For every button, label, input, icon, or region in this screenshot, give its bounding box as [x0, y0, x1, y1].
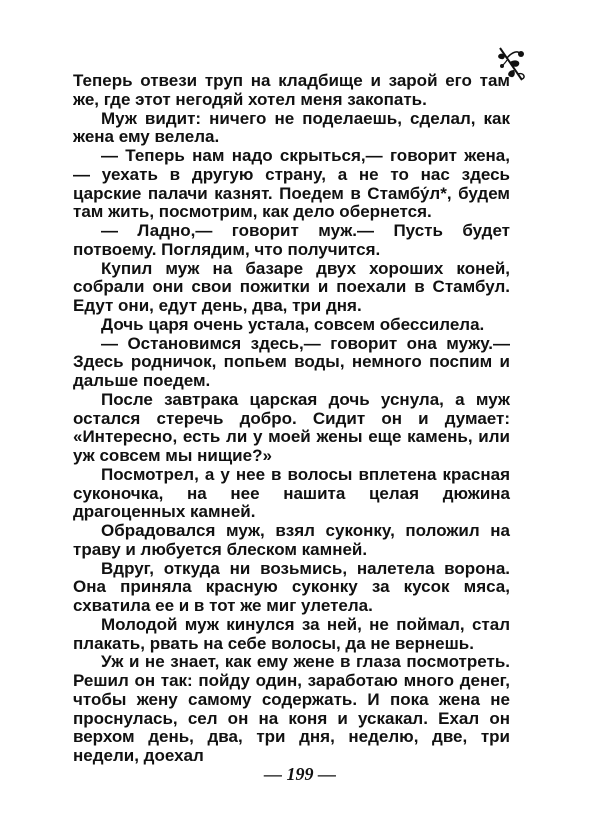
paragraph: — Теперь нам надо скрыться,— говорит жена,— уехать в другую страну, а не то нас здесь царские палачи казнят. Поедем в Стамбу́л*, будем там жить, посмотрим, как дело обернется.	[73, 146, 510, 222]
paragraph: Посмотрел, а у нее в волосы вплетена красная суконочка, на нее нашита целая дюжина драгоценных камней.	[73, 464, 510, 522]
paragraph: Теперь отвези труп на кладбище и зарой его там же, где этот негодяй хотел меня закопать.	[73, 71, 510, 109]
body-text	[73, 72, 510, 766]
paragraph: Дочь царя очень устала, совсем обессилела.	[101, 314, 485, 334]
paragraph: — Ладно,— говорит муж.— Пусть будет потвоему. Поглядим, что получится.	[73, 221, 510, 259]
paragraph: Купил муж на базаре двух хороших коней, собрали они свои пожитки и поехали в Стамбул. Едут они, едут день, два, три дня.	[73, 258, 510, 315]
page-number: — 199 —	[264, 764, 336, 784]
paragraph: Вдруг, откуда ни возьмись, налетела ворона. Она приняла красную суконку за кусок мяса, схватила ее и в тот же миг улетела.	[73, 558, 510, 615]
paragraph: — Остановимся здесь,— говорит она мужу.— Здесь родничок, попьем воды, немного поспим и дальше поедем.	[73, 333, 510, 390]
paragraph: Муж видит: ничего не поделаешь, сделал, как жена ему велела.	[73, 108, 510, 147]
paragraph: Молодой муж кинулся за ней, не поймал, стал плакать, рвать на себе волосы, да не вернешь.	[73, 614, 510, 653]
paragraph: После завтрака царская дочь уснула, а муж остался стеречь добро. Сидит он и думает: «Интересно, есть ли у моей жены еще камень, или уж совсем мы нищие?»	[73, 389, 510, 465]
paragraph: Обрадовался муж, взял суконку, положил на траву и любуется блеском камней.	[73, 521, 510, 559]
paragraph: Уж и не знает, как ему жене в глаза посмотреть. Решил он так: пойду один, заработаю много денег, чтобы жену самому содержать. И пока жена не проснулась, сел он на коня и ускакал. Ехал он верхом день, два, три дня, неделю, две, три недели, доехал	[73, 652, 510, 765]
